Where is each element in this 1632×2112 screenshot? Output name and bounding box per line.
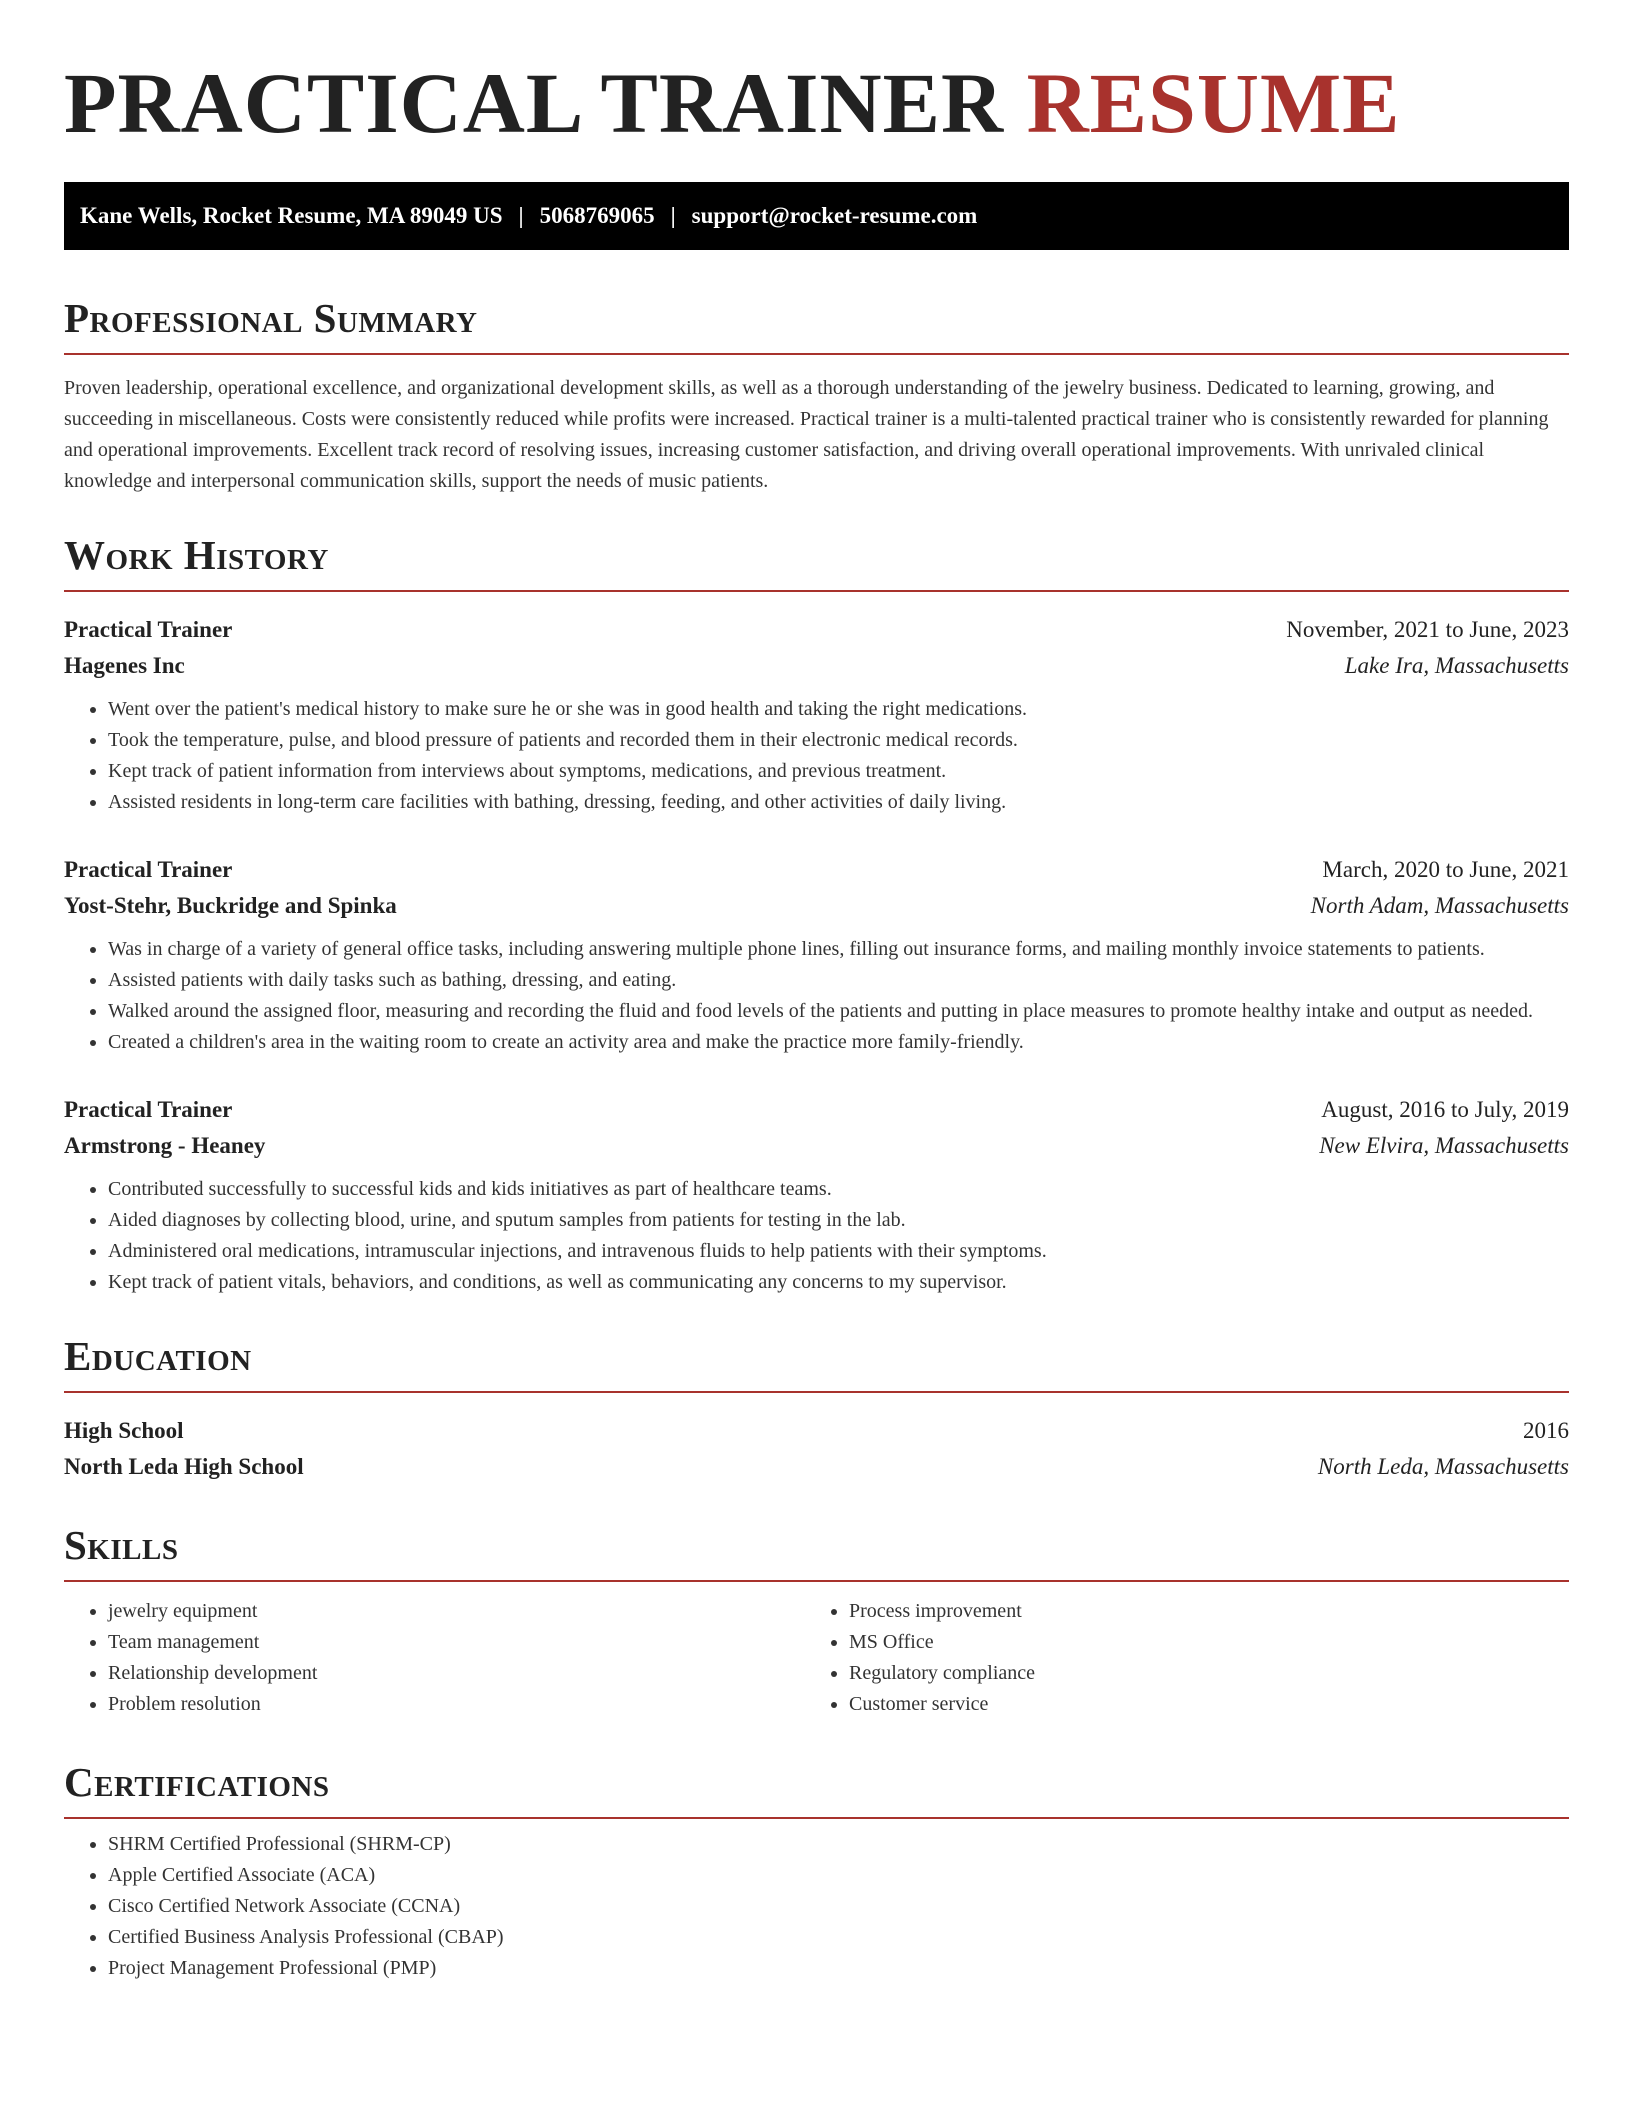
list-item: • Contributed successfully to successful kids and kids initiatives as part of healthcare teams. bbox=[108, 1174, 1569, 1205]
education-heading: Education bbox=[64, 1336, 1569, 1393]
certifications-list bbox=[64, 1829, 1569, 1984]
work-history-heading: Work History bbox=[64, 535, 1569, 592]
list-item: • SHRM Certified Professional (SHRM-CP) bbox=[108, 1829, 1569, 1860]
list-item: • Was in charge of a variety of general office tasks, including answering multiple phone lines, filling out insurance forms, and mailing monthly invoice statements to patients. bbox=[108, 934, 1569, 965]
title-accent: RESUME bbox=[1026, 55, 1401, 151]
list-item: • Created a children's area in the waiting room to create an activity area and make the practice more family-friendly. bbox=[108, 1027, 1569, 1058]
list-item: • Certified Business Analysis Professional (CBAP) bbox=[108, 1922, 1569, 1953]
list-item: • Kept track of patient vitals, behaviors, and conditions, as well as communicating any concerns to my supervisor. bbox=[108, 1267, 1569, 1298]
contact-separator: | bbox=[518, 203, 524, 228]
contact-separator: | bbox=[670, 203, 676, 228]
list-item: • Assisted residents in long-term care facilities with bathing, dressing, feeding, and other activities of daily living. bbox=[108, 787, 1569, 818]
job-bullets bbox=[64, 1174, 1569, 1298]
job-dates: March, 2020 to June, 2021 bbox=[1322, 857, 1569, 882]
title-main: PRACTICAL TRAINER bbox=[64, 55, 1005, 151]
list-item: • Relationship development bbox=[108, 1658, 805, 1689]
list-item: • Apple Certified Associate (ACA) bbox=[108, 1860, 1569, 1891]
resume-title bbox=[64, 55, 1569, 151]
contact-phone: 5068769065 bbox=[539, 203, 655, 228]
job-company: Hagenes Inc bbox=[64, 653, 185, 678]
list-item: • jewelry equipment bbox=[108, 1596, 805, 1627]
education-degree: High School bbox=[64, 1418, 184, 1443]
skills-list bbox=[64, 1596, 1569, 1720]
education-location: North Leda, Massachusetts bbox=[1317, 1454, 1569, 1479]
job-dates: November, 2021 to June, 2023 bbox=[1286, 617, 1569, 642]
list-item: • Cisco Certified Network Associate (CCNA) bbox=[108, 1891, 1569, 1922]
skills-column-left bbox=[64, 1596, 805, 1720]
list-item: • Assisted patients with daily tasks such as bathing, dressing, and eating. bbox=[108, 965, 1569, 996]
list-item: • Administered oral medications, intramuscular injections, and intravenous fluids to help patients with their symptoms. bbox=[108, 1236, 1569, 1267]
education-entry bbox=[64, 1413, 1569, 1485]
job-entry bbox=[64, 852, 1569, 1058]
job-entry bbox=[64, 612, 1569, 818]
job-bullets bbox=[64, 934, 1569, 1058]
list-item: • Walked around the assigned floor, measuring and recording the fluid and food levels of the patients and putting in place measures to promote healthy intake and output as needed. bbox=[108, 996, 1569, 1027]
education-school: North Leda High School bbox=[64, 1454, 304, 1479]
job-location: Lake Ira, Massachusetts bbox=[1344, 653, 1569, 678]
list-item: • Customer service bbox=[849, 1689, 1546, 1720]
job-bullets bbox=[64, 694, 1569, 818]
contact-address: Kane Wells, Rocket Resume, MA 89049 US bbox=[80, 203, 503, 228]
skills-column-right bbox=[805, 1596, 1546, 1720]
job-dates: August, 2016 to July, 2019 bbox=[1321, 1097, 1569, 1122]
summary-text: Proven leadership, operational excellence, and organizational development skills, as well as a thorough understanding of the jewelry business. Dedicated to learning, growing, and succeeding in miscellaneous. Costs were consistently reduced while profits were increased. Practical trainer is a multi-talented practical trainer who is consistently rewarded for planning and operational improvements. Excellent track record of resolving issues, increasing customer satisfaction, and driving overall operational improvements. With unrivaled clinical knowledge and interpersonal communication skills, support the needs of music patients. bbox=[64, 377, 1549, 492]
education-year: 2016 bbox=[1523, 1418, 1569, 1443]
list-item: • Took the temperature, pulse, and blood pressure of patients and recorded them in their electronic medical records. bbox=[108, 725, 1569, 756]
list-item: • Kept track of patient information from interviews about symptoms, medications, and previous treatment. bbox=[108, 756, 1569, 787]
job-title: Practical Trainer bbox=[64, 617, 233, 642]
list-item: • Project Management Professional (PMP) bbox=[108, 1953, 1569, 1984]
contact-email: support@rocket-resume.com bbox=[691, 203, 978, 228]
job-location: North Adam, Massachusetts bbox=[1310, 893, 1569, 918]
summary-heading: Professional Summary bbox=[64, 298, 1569, 355]
list-item: • Aided diagnoses by collecting blood, urine, and sputum samples from patients for testing in the lab. bbox=[108, 1205, 1569, 1236]
contact-bar bbox=[64, 182, 1569, 250]
list-item: • Regulatory compliance bbox=[849, 1658, 1546, 1689]
list-item: • Team management bbox=[108, 1627, 805, 1658]
skills-heading: Skills bbox=[64, 1525, 1569, 1582]
job-location: New Elvira, Massachusetts bbox=[1319, 1133, 1569, 1158]
job-company: Armstrong - Heaney bbox=[64, 1133, 266, 1158]
job-title: Practical Trainer bbox=[64, 857, 233, 882]
certifications-heading: Certifications bbox=[64, 1762, 1569, 1819]
resume-page bbox=[64, 0, 1569, 1984]
job-entry bbox=[64, 1092, 1569, 1298]
list-item: • Went over the patient's medical history to make sure he or she was in good health and taking the right medications. bbox=[108, 694, 1569, 725]
list-item: • MS Office bbox=[849, 1627, 1546, 1658]
list-item: • Process improvement bbox=[849, 1596, 1546, 1627]
job-title: Practical Trainer bbox=[64, 1097, 233, 1122]
list-item: • Problem resolution bbox=[108, 1689, 805, 1720]
job-company: Yost-Stehr, Buckridge and Spinka bbox=[64, 893, 397, 918]
